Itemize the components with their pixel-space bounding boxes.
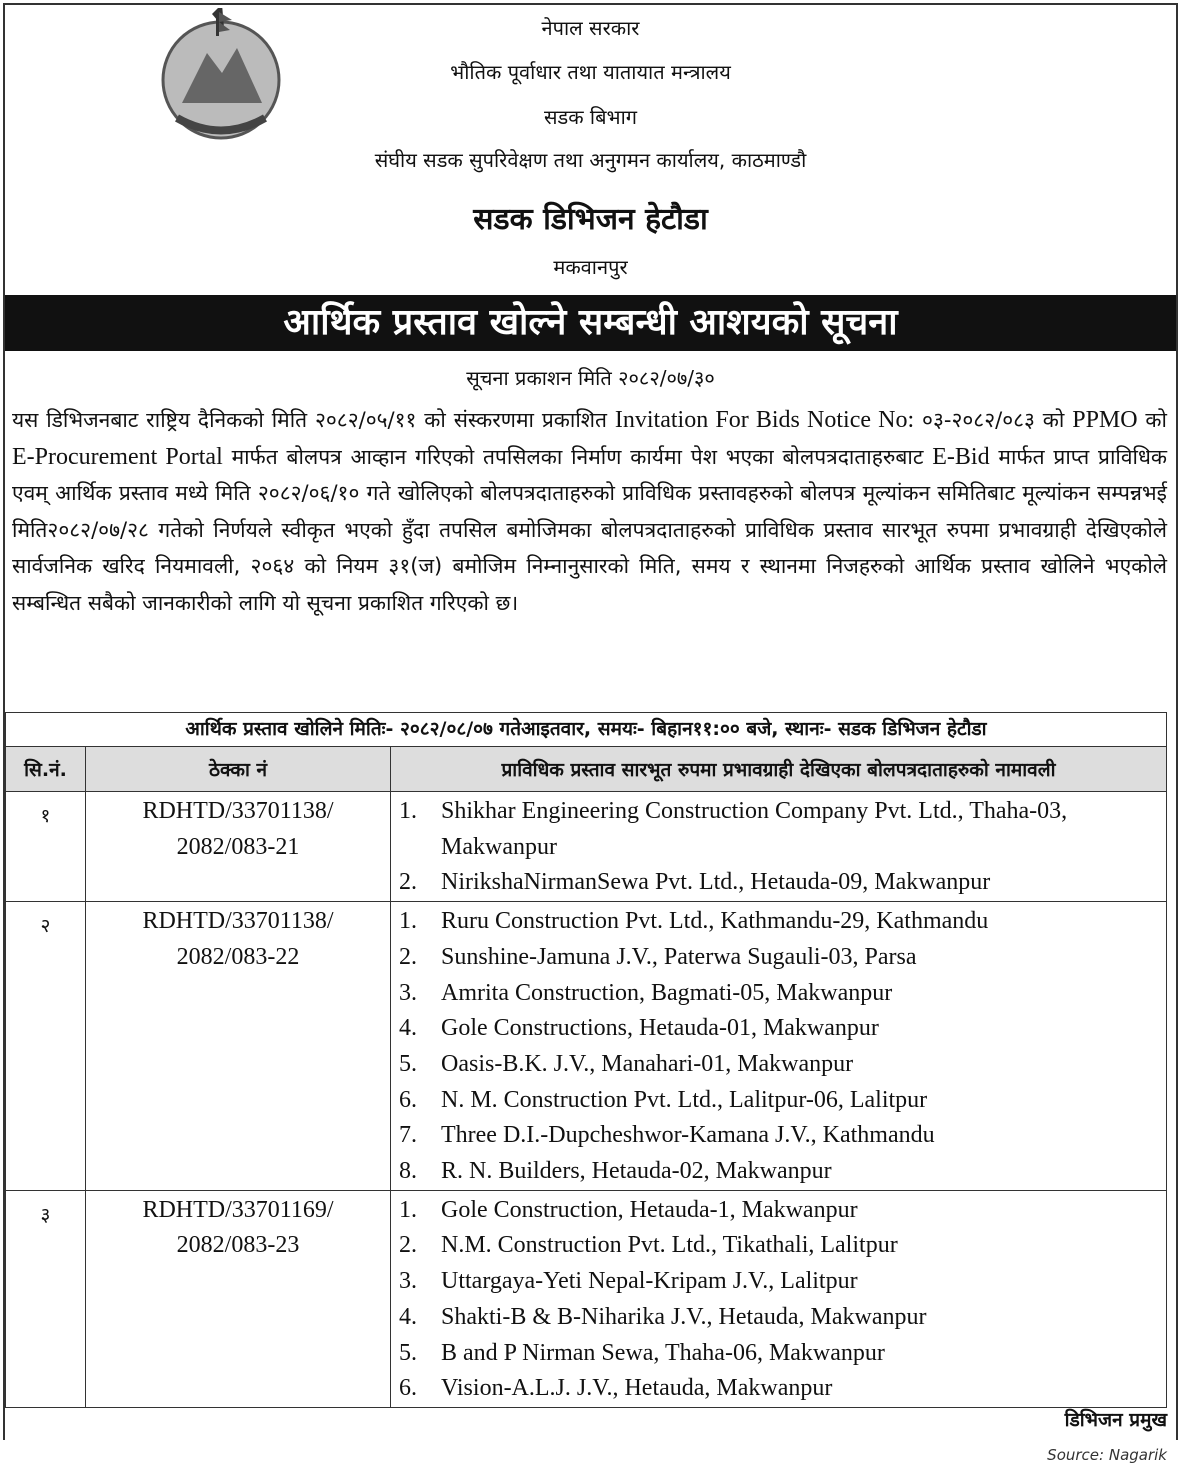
bidder-item: 1. Ruru Construction Pvt. Ltd., Kathmandu-29, Kathmandu	[399, 904, 1162, 940]
bidder-name: Ruru Construction Pvt. Ltd., Kathmandu-29, Kathmandu	[441, 908, 989, 935]
contract-line: 2082/083-23	[176, 1232, 300, 1259]
col-header-contract: ठेक्का नं	[86, 747, 391, 792]
bidder-name: Gole Construction, Hetauda-1, Makwanpur	[441, 1196, 858, 1223]
bidder-item: 7. Three D.I.-Dupcheshwor-Kamana J.V., Kathmandu	[399, 1118, 1162, 1154]
table-row	[6, 902, 1167, 1191]
opening-info: आर्थिक प्रस्ताव खोलिने मितिः- २०८२/०८/०७ गतेआइतवार, समयः- बिहान११:०० बजे, स्थानः- सडक डिभिजन हेटौडा	[6, 713, 1167, 747]
bidder-name: N.M. Construction Pvt. Ltd., Tikathali, Lalitpur	[441, 1232, 898, 1259]
contract-number	[86, 792, 391, 902]
contract-line: RDHTD/33701169/	[142, 1196, 334, 1223]
bidder-list	[391, 792, 1167, 902]
body-text: मार्फत बोलपत्र आव्हान गरिएको तपसिलका निर्माण कार्यमा पेश भएका बोलपत्रदाताहरुबाट	[222, 444, 933, 469]
contract-number	[86, 902, 391, 1191]
bidder-item: 3. Uttargaya-Yeti Nepal-Kripam J.V., Lalitpur	[399, 1264, 1162, 1300]
bidders-table	[5, 712, 1167, 1408]
notice-body	[12, 402, 1167, 622]
table-row	[6, 792, 1167, 902]
serial-number: २	[6, 902, 86, 1191]
col-header-bidders: प्राविधिक प्रस्ताव सारभूत रुपमा प्रभावग्राही देखिएका बोलपत्रदाताहरुको नामावली	[391, 747, 1167, 792]
bidder-name: Vision-A.L.J. J.V., Hetauda, Makwanpur	[441, 1375, 833, 1402]
contract-line: RDHTD/33701138/	[142, 908, 334, 935]
bidder-item: 4. Gole Constructions, Hetauda-01, Makwanpur	[399, 1011, 1162, 1047]
bidder-item: 1. Gole Construction, Hetauda-1, Makwanpur	[399, 1193, 1162, 1229]
body-text: यस डिभिजनबाट राष्ट्रिय दैनिकको मिति २०८२/०५/११ को संस्करणमा प्रकाशित	[12, 408, 615, 432]
table-row	[6, 1190, 1167, 1407]
bidder-name: Gole Constructions, Hetauda-01, Makwanpur	[441, 1015, 879, 1042]
publish-date: सूचना प्रकाशन मिति २०८२/०७/३०	[466, 366, 715, 390]
bidder-name: Oasis-B.K. J.V., Manahari-01, Makwanpur	[441, 1050, 854, 1077]
body-text: PPMO	[1072, 407, 1138, 433]
bidder-list	[391, 1190, 1167, 1407]
header-ministry: भौतिक पूर्वाधार तथा यातायात मन्त्रालय	[450, 60, 731, 84]
contract-number	[86, 1190, 391, 1407]
bidder-item: 6. N. M. Construction Pvt. Ltd., Lalitpur-06, Lalitpur	[399, 1083, 1162, 1119]
source-credit: Source: Nagarik	[1047, 1446, 1167, 1464]
body-text: E-Bid	[932, 443, 990, 470]
signature: डिभिजन प्रमुख	[1064, 1409, 1167, 1431]
bidder-name: R. N. Builders, Hetauda-02, Makwanpur	[441, 1158, 832, 1185]
header-office: संघीय सडक सुपरिवेक्षण तथा अनुगमन कार्यालय, काठमाण्डौ	[374, 148, 807, 172]
contract-line: 2082/083-21	[176, 833, 300, 860]
district: मकवानपुर	[553, 255, 628, 279]
contract-line: RDHTD/33701138/	[142, 798, 334, 824]
contract-line: 2082/083-22	[176, 943, 300, 970]
body-text: E-Procurement Portal	[12, 443, 223, 470]
bidder-item: 3. Amrita Construction, Bagmati-05, Makwanpur	[399, 976, 1162, 1012]
bidder-item: 1. Shikhar Engineering Construction Company Pvt. Ltd., Thaha-03, Makwanpur	[399, 794, 1162, 865]
bidder-item: 2. NirikshaNirmanSewa Pvt. Ltd., Hetauda-09, Makwanpur	[399, 865, 1162, 901]
body-text: को	[1137, 408, 1168, 432]
bidder-list	[391, 902, 1167, 1191]
bidder-name: Three D.I.-Dupcheshwor-Kamana J.V., Kathmandu	[441, 1122, 935, 1149]
body-text: मार्फत प्राप्त प्राविधिक एवम् आर्थिक प्रस्ताव मध्ये मिति २०८२/०६/१० गते खोलिएको बोलपत्रदाताहरुको प्राविधिक प्रस्तावहरुको बोलपत्र मूल्यांकन समितिबाट मूल्यांकन सम्पन्नभई मिति२०८२/०७/२८ गतेको निर्णयले स्वीकृत भएको हुँदा तपसिल बमोजिमका बोलपत्रदाताहरुको प्राविधिक प्रस्ताव सारभूत रुपमा प्रभावग्राही देखिएकोले सार्वजनिक खरिद नियमावली, २०६४ को नियम ३१(ज) बमोजिम निम्नानुसारको मिति, समय र स्थानमा निजहरुको आर्थिक प्रस्ताव खोलिने भएकोले सम्बन्धित सबैको जानकारीको लागि यो सूचना प्रकाशित गरिएको छ।	[12, 444, 1168, 615]
col-header-sn: सि.नं.	[6, 747, 86, 792]
bidder-name: Shikhar Engineering Construction Company Pvt. Ltd., Thaha-03, Makwanpur	[441, 798, 1068, 860]
bidder-name: Sunshine-Jamuna J.V., Paterwa Sugauli-03, Parsa	[441, 943, 917, 970]
body-text: Invitation For Bids Notice No:	[614, 407, 915, 433]
header-government: नेपाल सरकार	[541, 16, 640, 40]
bidder-name: Uttargaya-Yeti Nepal-Kripam J.V., Lalitpur	[441, 1268, 858, 1295]
header-department: सडक बिभाग	[543, 105, 638, 129]
bidder-item: 4. Shakti-B & B-Niharika J.V., Hetauda, Makwanpur	[399, 1300, 1162, 1336]
bidder-item: 5. Oasis-B.K. J.V., Manahari-01, Makwanpur	[399, 1047, 1162, 1083]
bidder-name: Amrita Construction, Bagmati-05, Makwanpur	[441, 979, 893, 1006]
bidder-item: 2. Sunshine-Jamuna J.V., Paterwa Sugauli-03, Parsa	[399, 940, 1162, 976]
bidder-item: 6. Vision-A.L.J. J.V., Hetauda, Makwanpur	[399, 1371, 1162, 1407]
bidder-name: B and P Nirman Sewa, Thaha-06, Makwanpur	[441, 1339, 885, 1366]
notice-title: आर्थिक प्रस्ताव खोल्ने सम्बन्धी आशयको सूचना	[5, 295, 1176, 351]
serial-number: ३	[6, 1190, 86, 1407]
bidder-name: Shakti-B & B-Niharika J.V., Hetauda, Makwanpur	[441, 1303, 927, 1330]
division-name: सडक डिभिजन हेटौडा	[473, 202, 708, 237]
bidder-name: NirikshaNirmanSewa Pvt. Ltd., Hetauda-09, Makwanpur	[441, 869, 991, 896]
bidder-item: 2. N.M. Construction Pvt. Ltd., Tikathali, Lalitpur	[399, 1228, 1162, 1264]
bidder-item: 5. B and P Nirman Sewa, Thaha-06, Makwanpur	[399, 1336, 1162, 1372]
serial-number: १	[6, 792, 86, 902]
bidder-item: 8. R. N. Builders, Hetauda-02, Makwanpur	[399, 1154, 1162, 1190]
body-text: ०३-२०८२/०८३ को	[914, 408, 1073, 432]
bidder-name: N. M. Construction Pvt. Ltd., Lalitpur-06, Lalitpur	[441, 1086, 928, 1113]
